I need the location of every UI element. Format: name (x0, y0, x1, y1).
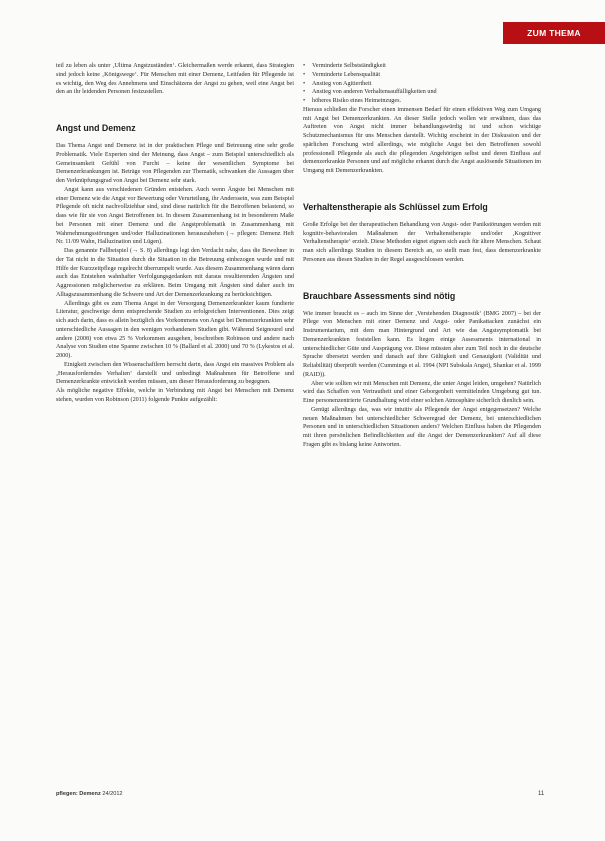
list-item: • Anstieg von Agitiertheit (303, 80, 541, 89)
section-label: ZUM THEMA (503, 22, 605, 44)
list-item: • höheres Risiko eines Heimeinzuges. (303, 97, 541, 106)
journal-footer (56, 791, 123, 797)
journal-issue: 24/2012 (102, 791, 123, 797)
body-paragraph: Große Erfolge bei der therapeutischen Behandlung von Angst- oder Panikstörungen werden mit kognitiv-behavioralen Maßnahmen der Verhaltenstherapie und/oder ‚Kognitiver Verhaltenstherapie‘ erzielt. Diese Methoden eignet eignen sich auch für ältere Menschen. Schaut man sich allerdings Studien in diesem Bereich an, so stellt man fest, dass demenzerkrankte Personen aus diesen Studien in der Regel ausgeschlossen werden. (303, 221, 541, 263)
body-paragraph: Hieraus schließen die Forscher einen immensen Bedarf für einen effektiven Weg zum Umgang mit Angst bei Demenzerkrankten. An dieser Stelle jedoch wollen wir erwähnen, dass das Auftreten von Angst nicht immer behandlungswürdig ist und schon wichtige Schutzmechanismus für uns Menschen darstellt. Wichtig erscheint in der Diskussion und der spärlichen Forschung wird allerdings, wie mögliche Angst bei den Betroffenen sowohl professionell Pflegende als auch die pflegenden Angehörigen selbst und deren Einfluss auf demenzerkrankte Personen und auf mögliche erkannt durch die Angst auslösende Situationen im Umgang mit Demenzerkrankten. (303, 106, 541, 174)
body-paragraph: Genügt allerdings das, was wir intuitiv als Pflegende der Angst entgegensetzen? Welche neuen Maßnahmen bei unterschiedlicher Schweregrad der Demenz, bei unterschiedlichen Personen und in unterschiedlichen Situationen anders? Welchen Einfluss haben die Pflegenden mit ihren persönlichen Befindlichkeiten auf die Angst der Demenzerkrankten? Auf all diese Fragen gibt es bislang keine Antworten. (303, 406, 541, 448)
page-number: 11 (538, 791, 545, 797)
body-paragraph: Allerdings gibt es zum Thema Angst in der Versorgung Demenzerkrankter kaum fundierte Literatur, geschweige denn entsprechende Studien zu erfolgreichen Interventionen. Dies zeigt sich auch darin, dass es allein bezüglich des Vorkommens von Angst bei Demenzerkrankten sehr unterschiedliche Aussagen in den wenigen vorhandenen Studien gibt. Während Seignourel und andere (2008) von etwa 25 % Vorkommen ausgehen, beschreiben Robinson und andere nach Analyse von Studien eine Spanne zwischen 10 % (Ballard et al. 2000) und 70 % (Lykestos et al. 2000). (56, 300, 294, 359)
list-item: • Verminderte Selbstständigkeit (303, 62, 541, 71)
journal-name: pflegen: Demenz (56, 791, 101, 797)
list-item: • Verminderte Lebensqualität (303, 71, 541, 80)
right-column (303, 62, 541, 450)
heading-verhaltenstherapie: Verhaltenstherapie als Schlüssel zum Erfolg (303, 201, 488, 212)
body-paragraph: Aber wie sollten wir mit Menschen mit Demenz, die unter Angst leiden, umgehen? Natürlich wird das Schaffen von Vertrautheit und einer Geborgenheit vermittelnden Umgebung gut tun. Eine personenzentrierte Grundhaltung wird einer solchen Atmosphäre sicherlich dienlich sein. (303, 380, 541, 404)
body-paragraph: Das genannte Fallbeispiel (→ S. 8) allerdings legt den Verdacht nahe, dass die Bewohner in der Tat nicht in die Situation durch die Situation in die Betreuung einbezogen wurde und mit Hilfe der Kurzzeitpflege regelrecht überrumpelt wurde. Aus diesem Zusammenhang wären dann auch das Entstehen wahnhafter Verfolgungsgedanken mit daraus resultierenden Ängsten und Aggressionen möglicherweise zu erklären. Beim Umgang mit Ängsten sind daher auch im Alltagszusammenhang die Schwere und Art der Demenzerkrankung zu berücksichtigen. (56, 248, 294, 298)
body-paragraph: Das Thema Angst und Demenz ist in der praktischen Pflege und Betreuung eine sehr große Problematik. Viele Experten sind der Meinung, dass Angst – zum Beispiel unterschiedlich als Gemeinsamkeit Gefühl von Furcht – keine der wesentlichen Symptome bei Demenzerkrankungen ist. Beträge von Pflegenden zur Thematik, schwanken die Aussagen über den Verknüpfungsgrad von Angst bei Demenz sehr stark. (56, 143, 294, 184)
body-paragraph: Wie immer braucht es – auch im Sinne der ‚Verstehenden Diagnostik‘ (BMG 2007) – bei der Pflege von Menschen mit einer Demenz und Angst- oder Panikattacken zunächst ein Instrumentarium, mit dem man Hintergrund und Art wie das Angstsymptomatik bei Demenzerkrankten feststellen kann. Es liegen einige Assessments international in unterschiedlicher Güte und Ausprägung vor. Diese müssten aber zum Teil noch in die deutsche Sprache übersetzt werden und danach auf ihre Gültigkeit und Genauigkeit (Validität und Reliabilität) überprüft werden (Cummings et al. 1994 (NPI Subskala Angst), Shankar et al. 1999 (RAID)). (303, 310, 541, 378)
body-paragraph: Einigkeit zwischen den Wissenschaftlern herrscht darin, dass Angst ein massives Problem als ‚Herausforderndes Verhalten‘ darstellt und unbedingt Maßnahmen für Betroffene und Demenzerkrankte entwickelt werden müssen, um dieser Herausforderung zu begegnen. (56, 361, 294, 386)
body-paragraph: Angst kann aus verschiedenen Gründen entstehen. Auch wenn Ängste bei Menschen mit einer Demenz wie die Angst vor Bewertung oder Verurteilung, ihr Anderssein, was zum Beispiel Pflegende oft nicht nachvollziehbar sind, sind diese natürlich für die Betroffenen belastend, so dass wie für sie von Angst Betroffenen ist. In diesem Zusammenhang ist in besonderem Maße bei Personen mit einer Demenz und die Angstproblematik in Zusammenhang mit Wahrnehmungsstörungen und/oder Halluzinationen herauszuheben (→ pflegen: Demenz Heft Nr. 11/09 Wahn, Halluzination und Lügen). (56, 186, 294, 246)
left-column (56, 62, 294, 405)
heading-angst-und-demenz: Angst und Demenz (56, 123, 136, 133)
list-item: • Anstieg von anderen Verhaltensauffälligkeiten und (303, 88, 541, 97)
effects-list (303, 62, 541, 106)
intro-paragraph: teil zu leben als unter ‚Ultima Angstzuständen‘. Gleichermaßen werde erkannt, dass Strategien sind jedoch keine ‚Königswege‘. Für Menschen mit einer Demenz, Leitfaden für Pflegende ist es wichtig, den Weg des Annehmens und Einschätzens der Angst zu gehen, weil eine Angst bei den an ihr leidenden Personen festzustellen. (56, 63, 294, 96)
body-paragraph: Als mögliche negative Effekte, welche in Verbindung mit Angst bei Menschen mit Demenz stehen, wurden von Robinson (2011) folgende Punkte aufgezählt: (56, 388, 294, 403)
heading-assessments: Brauchbare Assessments sind nötig (303, 290, 456, 301)
